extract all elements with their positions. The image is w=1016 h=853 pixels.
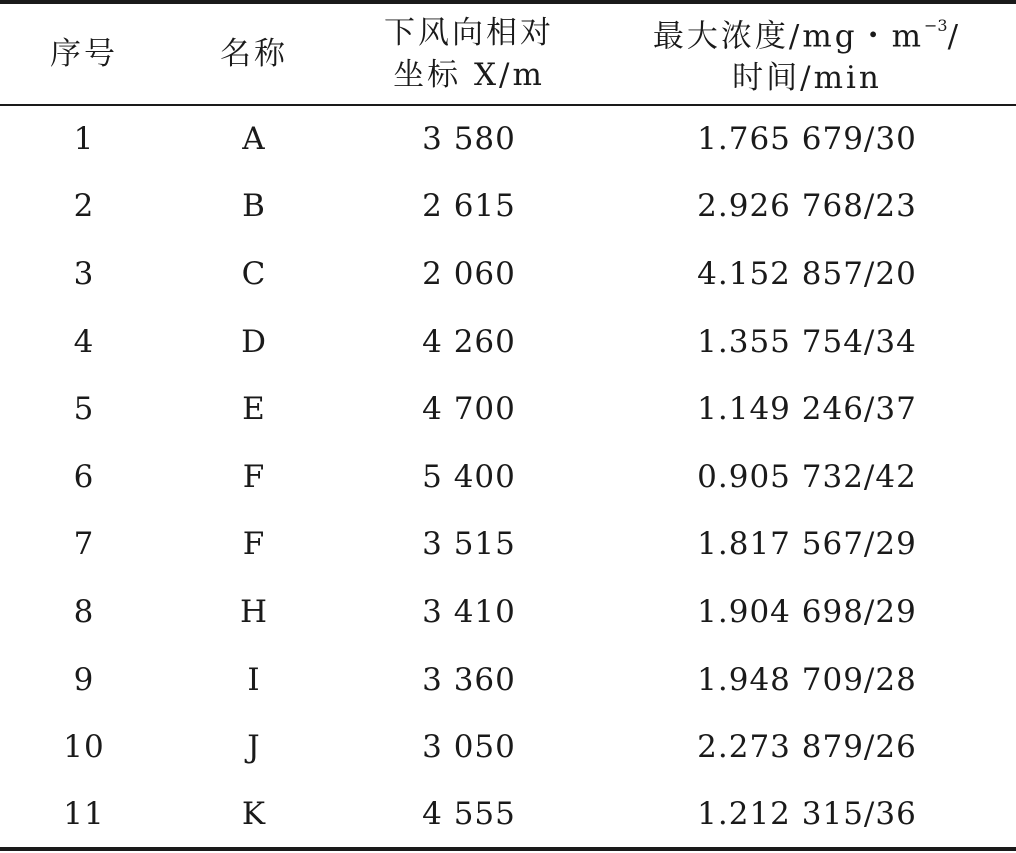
table-row <box>0 578 1016 646</box>
cell-index: 5 <box>73 391 95 428</box>
table-row <box>0 511 1016 579</box>
cell-name: A <box>242 121 266 158</box>
cell-name: C <box>241 255 267 292</box>
cell-concentration-time: 2.926 768/23 <box>697 188 917 225</box>
cell-downwind-x: 4 555 <box>422 795 516 832</box>
cell-index: 2 <box>73 188 95 225</box>
table-row <box>0 713 1016 781</box>
cell-index: 8 <box>73 593 95 630</box>
table-row <box>0 375 1016 443</box>
table-row <box>0 173 1016 241</box>
cell-downwind-x: 4 700 <box>422 391 516 428</box>
cell-name: I <box>247 661 261 698</box>
header-concentration-exponent: −3 <box>924 15 948 35</box>
cell-downwind-x: 3 360 <box>422 661 516 698</box>
cell-concentration-time: 1.948 709/28 <box>697 661 917 698</box>
cell-downwind-x: 4 260 <box>422 323 516 360</box>
header-concentration-suffix: / <box>947 18 962 55</box>
header-index-label: 序号 <box>50 36 118 72</box>
header-concentration-line1 <box>598 9 1016 57</box>
cell-index: 7 <box>73 526 95 563</box>
table-row <box>0 240 1016 308</box>
header-downwind-line2: 坐标 X/m <box>393 57 545 93</box>
cell-index: 4 <box>73 323 95 360</box>
cell-index: 1 <box>73 121 95 158</box>
cell-downwind-x: 3 580 <box>422 121 516 158</box>
header-name <box>168 2 340 105</box>
table-row <box>0 443 1016 511</box>
cell-concentration-time: 1.765 679/30 <box>697 121 917 158</box>
cell-name: F <box>242 526 266 563</box>
cell-concentration-time: 1.149 246/37 <box>697 391 917 428</box>
cell-concentration-time: 4.152 857/20 <box>697 255 917 292</box>
header-downwind-coordinate <box>340 2 598 105</box>
header-concentration-line2: 时间/min <box>732 60 882 97</box>
cell-index: 3 <box>73 255 95 292</box>
table-body <box>0 105 1016 849</box>
cell-concentration-time: 0.905 732/42 <box>697 458 917 495</box>
cell-concentration-time: 1.212 315/36 <box>697 795 917 832</box>
cell-downwind-x: 2 615 <box>422 188 516 225</box>
header-downwind-line1: 下风向相对 <box>384 15 554 51</box>
cell-downwind-x: 3 515 <box>422 526 516 563</box>
cell-concentration-time: 1.904 698/29 <box>697 593 917 630</box>
cell-name: F <box>242 458 266 495</box>
table-header <box>0 2 1016 105</box>
cell-downwind-x: 5 400 <box>422 458 516 495</box>
cell-concentration-time: 1.355 754/34 <box>697 323 917 360</box>
cell-downwind-x: 3 050 <box>422 729 516 766</box>
cell-concentration-time: 1.817 567/29 <box>697 526 917 563</box>
table-row <box>0 781 1016 849</box>
cell-name: J <box>247 729 261 766</box>
cell-downwind-x: 3 410 <box>422 593 516 630</box>
header-index <box>0 2 168 105</box>
cell-name: D <box>241 323 267 360</box>
cell-index: 6 <box>73 458 95 495</box>
table-row <box>0 646 1016 714</box>
cell-name: H <box>239 593 269 630</box>
cell-name: E <box>242 391 266 428</box>
header-name-label: 名称 <box>220 36 288 72</box>
cell-index: 10 <box>63 729 105 766</box>
cell-downwind-x: 2 060 <box>422 255 516 292</box>
header-concentration-prefix: 最大浓度/mg・m <box>652 18 925 55</box>
cell-index: 9 <box>73 661 95 698</box>
cell-concentration-time: 2.273 879/26 <box>697 729 917 766</box>
header-max-concentration <box>598 2 1016 105</box>
header-row <box>0 2 1016 105</box>
cell-index: 11 <box>63 795 105 832</box>
cell-name: K <box>241 795 267 832</box>
table-row <box>0 308 1016 376</box>
table-row <box>0 105 1016 173</box>
cell-name: B <box>242 188 266 225</box>
